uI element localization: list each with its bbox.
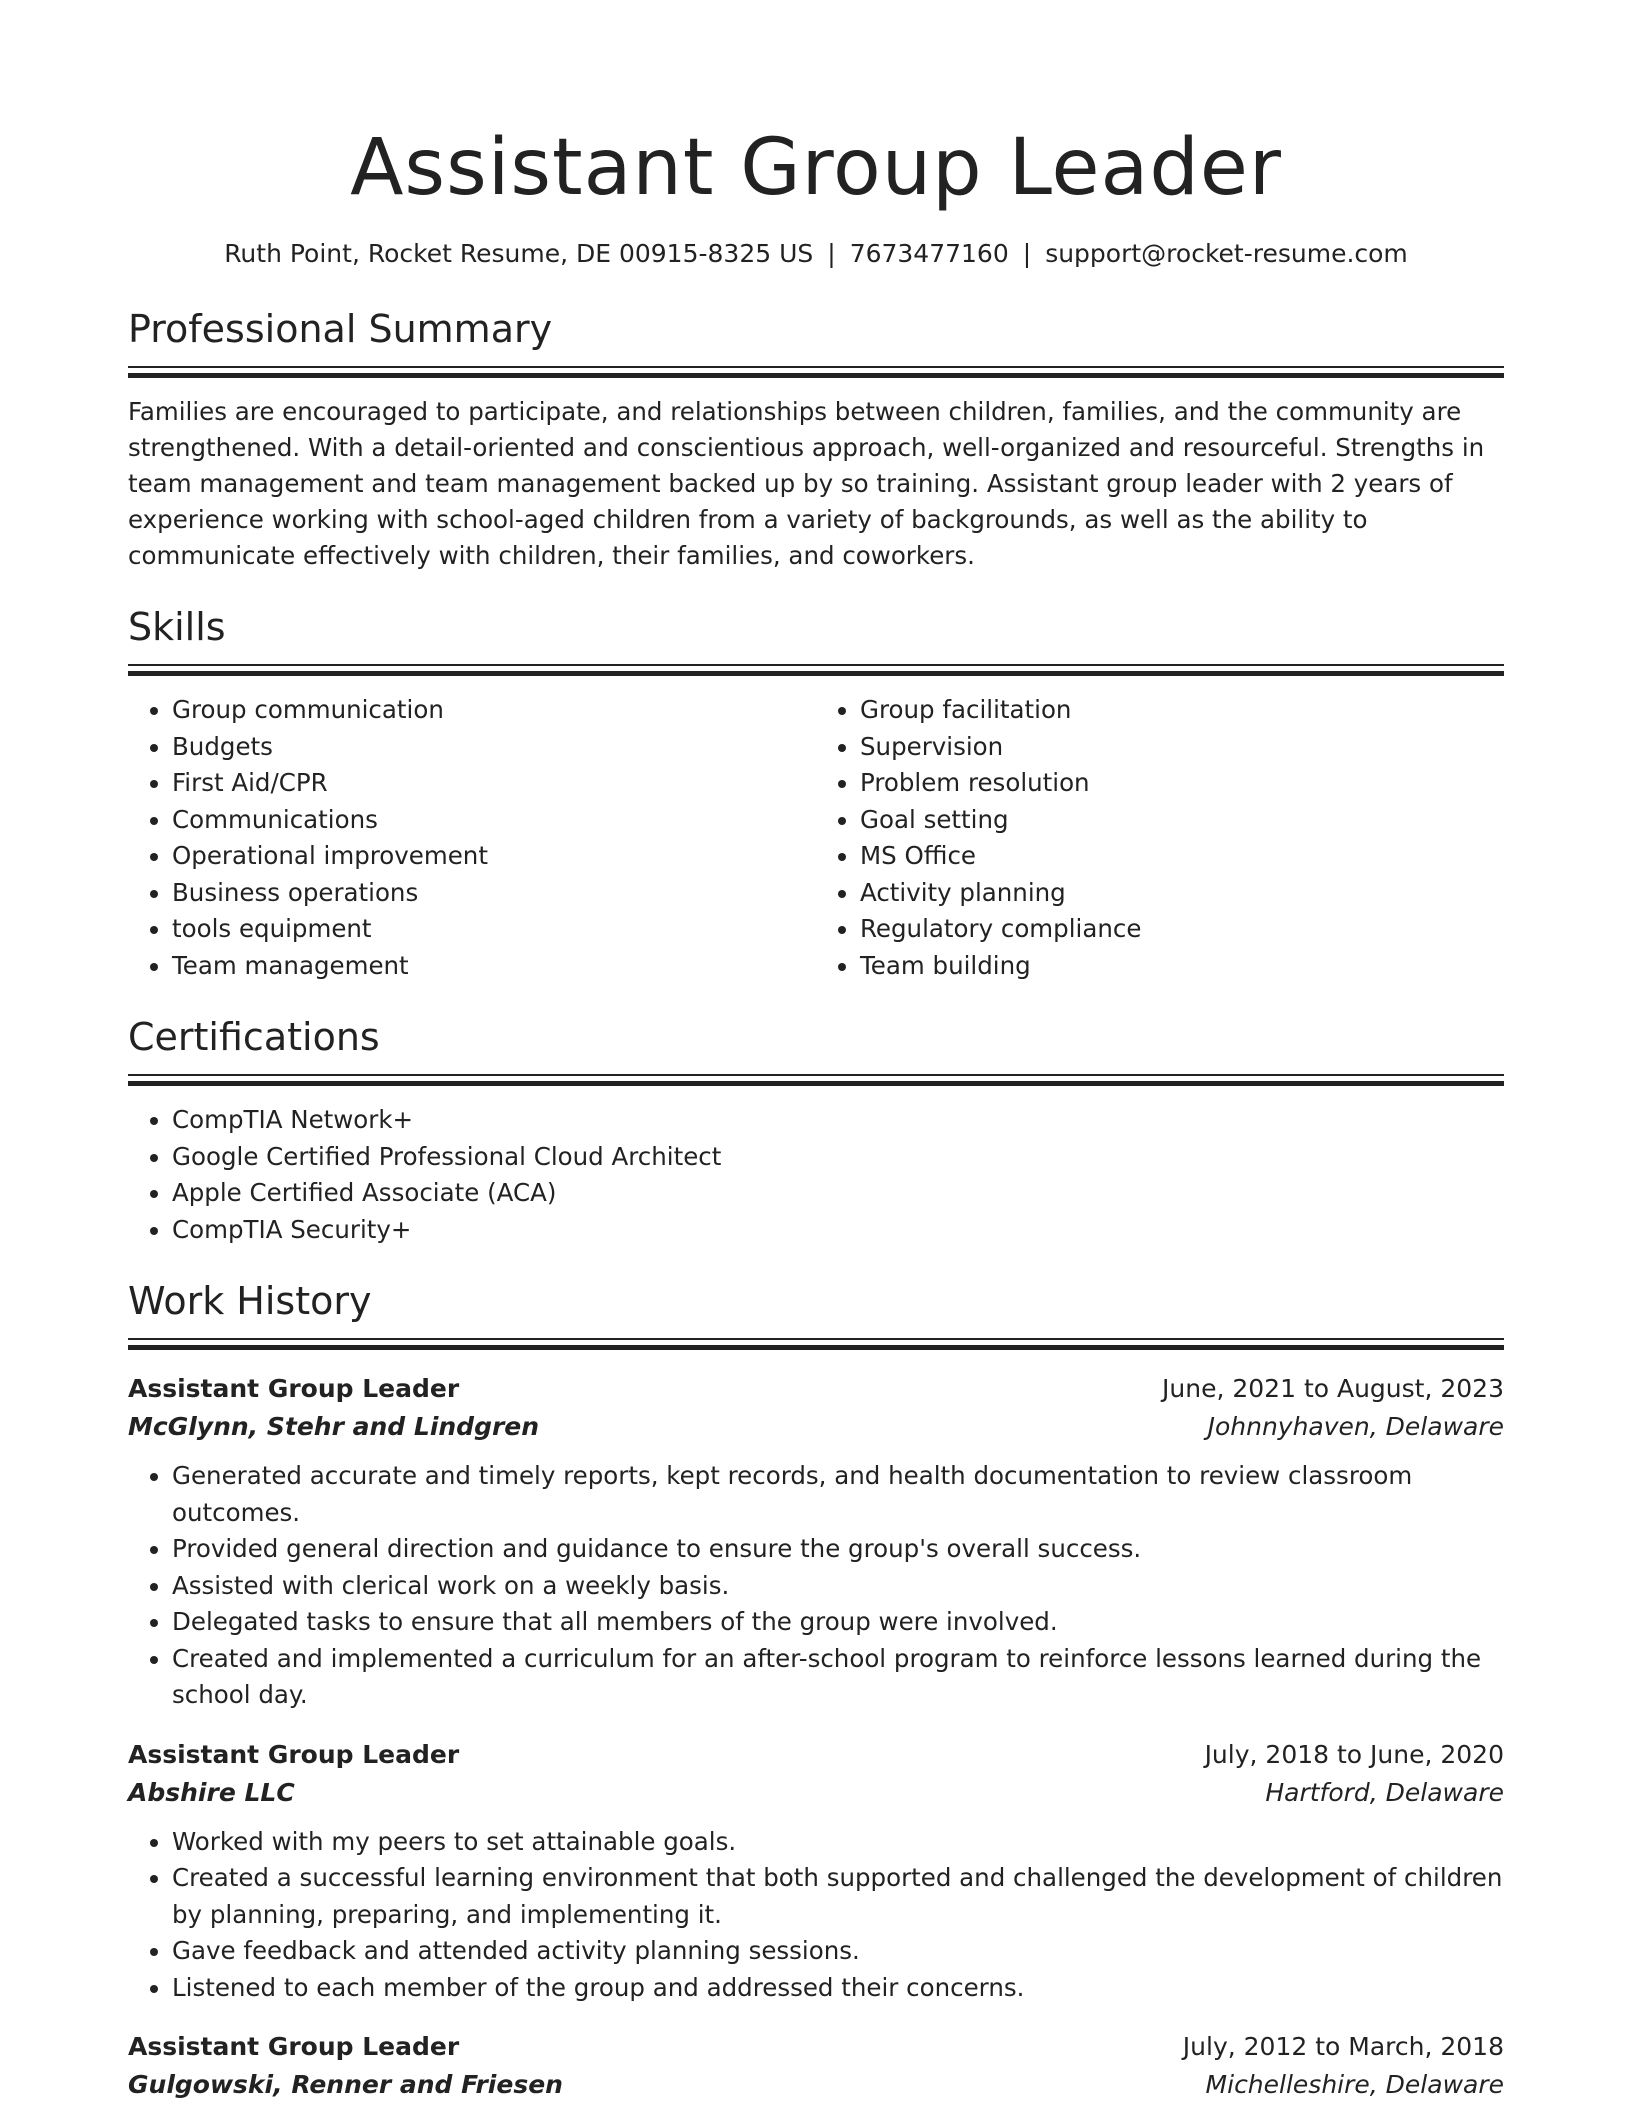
job-duty-item: • Provided general direction and guidance to ensure the group's overall success.: [172, 1531, 1504, 1568]
job-company-row: [128, 1408, 1504, 1446]
skill-item: • Budgets: [172, 729, 816, 766]
job-company: Abshire LLC: [128, 1777, 295, 1807]
skill-item: • Operational improvement: [172, 838, 816, 875]
certification-item: • CompTIA Security+: [172, 1212, 1504, 1249]
skill-item: • Business operations: [172, 875, 816, 912]
section-divider: [128, 664, 1504, 676]
job-location: Hartford, Delaware: [1265, 1777, 1504, 1807]
job-header-row: [128, 1370, 1504, 1408]
job-duty-item: • Listened to each member of the group and addressed their concerns.: [172, 1970, 1504, 2007]
skill-item: • Activity planning: [860, 875, 1504, 912]
job-duty-item: • Worked with my peers to set attainable goals.: [172, 1824, 1504, 1861]
job-company: Gulgowski, Renner and Friesen: [128, 2070, 563, 2099]
jobs-list: [128, 1370, 1504, 2104]
page-title: Assistant Group Leader: [350, 123, 1282, 213]
skill-item: • Team management: [172, 948, 816, 985]
job-dates: June, 2021 to August, 2023: [1162, 1374, 1504, 1403]
job-duty-item: • Assisted with clerical work on a weekly basis.: [172, 1568, 1504, 1605]
certification-item: • Google Certified Professional Cloud Architect: [172, 1139, 1504, 1176]
work-history-heading: Work History: [128, 1279, 372, 1323]
skill-item: • tools equipment: [172, 911, 816, 948]
skills-list-left: [128, 692, 816, 984]
job-duty-item: • Gave feedback and attended activity planning sessions.: [172, 1933, 1504, 1970]
contact-separator: |: [1022, 239, 1032, 268]
job-dates: July, 2012 to March, 2018: [1182, 2032, 1504, 2061]
job-duty-item: • Created and implemented a curriculum for an after-school program to reinforce lessons learned during the school day.: [172, 1641, 1504, 1714]
summary-heading: Professional Summary: [128, 307, 553, 351]
certifications-list: [128, 1102, 1504, 1248]
skills-list-right: [816, 692, 1504, 984]
contact-line: [128, 236, 1504, 272]
skill-item: • Regulatory compliance: [860, 911, 1504, 948]
job-location: Michelleshire, Delaware: [1205, 2070, 1504, 2099]
contact-phone: 7673477160: [849, 239, 1009, 268]
skill-item: • Problem resolution: [860, 765, 1504, 802]
summary-section: [128, 306, 1504, 574]
skill-item: • Team building: [860, 948, 1504, 985]
job-entry: [128, 1370, 1504, 1714]
job-duties-list: [128, 1824, 1504, 2007]
skill-item: • Supervision: [860, 729, 1504, 766]
job-header-row: [128, 2028, 1504, 2066]
contact-separator: |: [827, 239, 836, 268]
job-duty-item: • Generated accurate and timely reports, kept records, and health documentation to review classroom outcomes.: [172, 1458, 1504, 1531]
skill-item: • First Aid/CPR: [172, 765, 816, 802]
job-title: Assistant Group Leader: [128, 2032, 460, 2061]
job-entry: [128, 1736, 1504, 2007]
skills-grid: [128, 692, 1504, 984]
contact-email[interactable]: support@rocket-resume.com: [1045, 239, 1408, 268]
skills-heading: Skills: [128, 605, 226, 649]
job-duties-list: [128, 1458, 1504, 1714]
job-entry: [128, 2028, 1504, 2104]
job-company: McGlynn, Stehr and Lindgren: [128, 1412, 540, 1441]
section-divider: [128, 366, 1504, 378]
certification-item: • Apple Certified Associate (ACA): [172, 1175, 1504, 1212]
job-duty-item: • Delegated tasks to ensure that all members of the group were involved.: [172, 1604, 1504, 1641]
skill-item: • MS Office: [860, 838, 1504, 875]
skill-item: • Goal setting: [860, 802, 1504, 839]
job-location: Johnnyhaven, Delaware: [1207, 1412, 1504, 1441]
section-divider: [128, 1338, 1504, 1350]
job-duty-item: • Created a successful learning environment that both supported and challenged the development of children by planning, preparing, and implementing it.: [172, 1860, 1504, 1933]
job-title: Assistant Group Leader: [128, 1374, 460, 1403]
skills-section: [128, 604, 1504, 984]
job-title: Assistant Group Leader: [128, 1739, 460, 1769]
job-company-row: [128, 2066, 1504, 2104]
skill-item: • Group communication: [172, 692, 816, 729]
contact-address: Ruth Point, Rocket Resume, DE 00915-8325 US: [224, 239, 814, 268]
summary-text: Families are encouraged to participate, and relationships between children, families, and the community are strengthened. With a detail-oriented and conscientious approach, well-organized and resourceful. Strengths in team management and team management backed up by so training. Assistant group leader with 2 years of experience working with school-aged children from a variety of backgrounds, as well as the ability to communicate effectively with children, their families, and coworkers.: [128, 397, 1485, 570]
skill-item: • Group facilitation: [860, 692, 1504, 729]
skill-item: • Communications: [172, 802, 816, 839]
job-dates: July, 2018 to June, 2020: [1204, 1739, 1504, 1769]
certification-item: • CompTIA Network+: [172, 1102, 1504, 1139]
job-company-row: [128, 1774, 1504, 1812]
certifications-section: [128, 1014, 1504, 1248]
section-divider: [128, 1074, 1504, 1086]
work-history-section: [128, 1278, 1504, 2104]
certifications-heading: Certifications: [128, 1015, 380, 1059]
job-header-row: [128, 1736, 1504, 1774]
